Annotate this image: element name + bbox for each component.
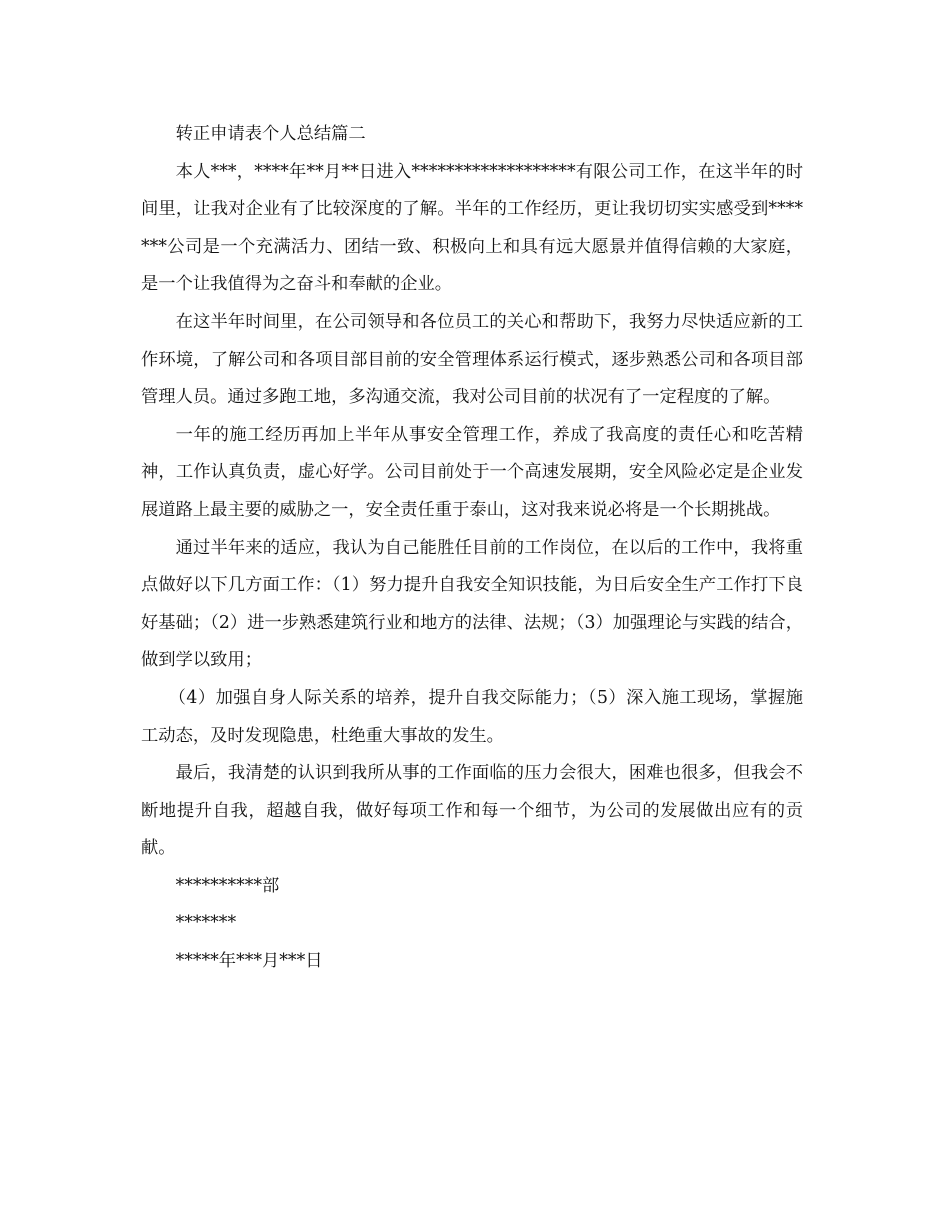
paragraph-adaptation: 在这半年时间里，在公司领导和各位员工的关心和帮助下，我努力尽快适应新的工作环境，了解公司和各项目部目前的安全管理体系运行模式，逐步熟悉公司和各项目部管理人员。通过多跑工地，多沟通交流，我对公司目前的状况有了一定程度的了解。 (141, 311, 803, 408)
paragraph-intro: 本人***，****年**月**日进入*******************有限公司工作，在这半年的时间里，让我对企业有了比较深度的了解。半年的工作经历，更让我切切实实感受到*******公司是一个充满活力、团结一致、积极向上和具有远大愿景并值得信赖的大家庭，是一个让我值得为之奋斗和奉献的企业。 (141, 161, 803, 295)
signature-date: *****年***月***日 (175, 951, 323, 972)
paragraph-conclusion: 最后，我清楚的认识到我所从事的工作面临的压力会很大，困难也很多，但我会不断地提升自我，超越自我，做好每项工作和每一个细节，为公司的发展做出应有的贡献。 (141, 763, 803, 859)
signature-name: ******* (175, 913, 237, 934)
signature-department: **********部 (175, 875, 280, 896)
paragraph-experience: 一年的施工经历再加上半年从事安全管理工作，养成了我高度的责任心和吃苦精神，工作认真负责，虚心好学。公司目前处于一个高速发展期，安全风险必定是企业发展道路上最主要的威胁之一，安全责任重于泰山，这对我来说必将是一个长期挑战。 (141, 424, 803, 520)
document-body (141, 116, 803, 981)
document-title: 转正申请表个人总结篇二 (175, 124, 366, 144)
paragraph-plan: 通过半年来的适应，我认为自己能胜任目前的工作岗位，在以后的工作中，我将重点做好以下几方面工作：（1）努力提升自我安全知识技能，为日后安全生产工作打下良好基础；（2）进一步熟悉建筑行业和地方的法律、法规；（3）加强理论与实践的结合，做到学以致用； (141, 537, 803, 671)
paragraph-plan-continued: （4）加强自身人际关系的培养，提升自我交际能力；（5）深入施工现场，掌握施工动态，及时发现隐患，杜绝重大事故的发生。 (141, 687, 803, 746)
